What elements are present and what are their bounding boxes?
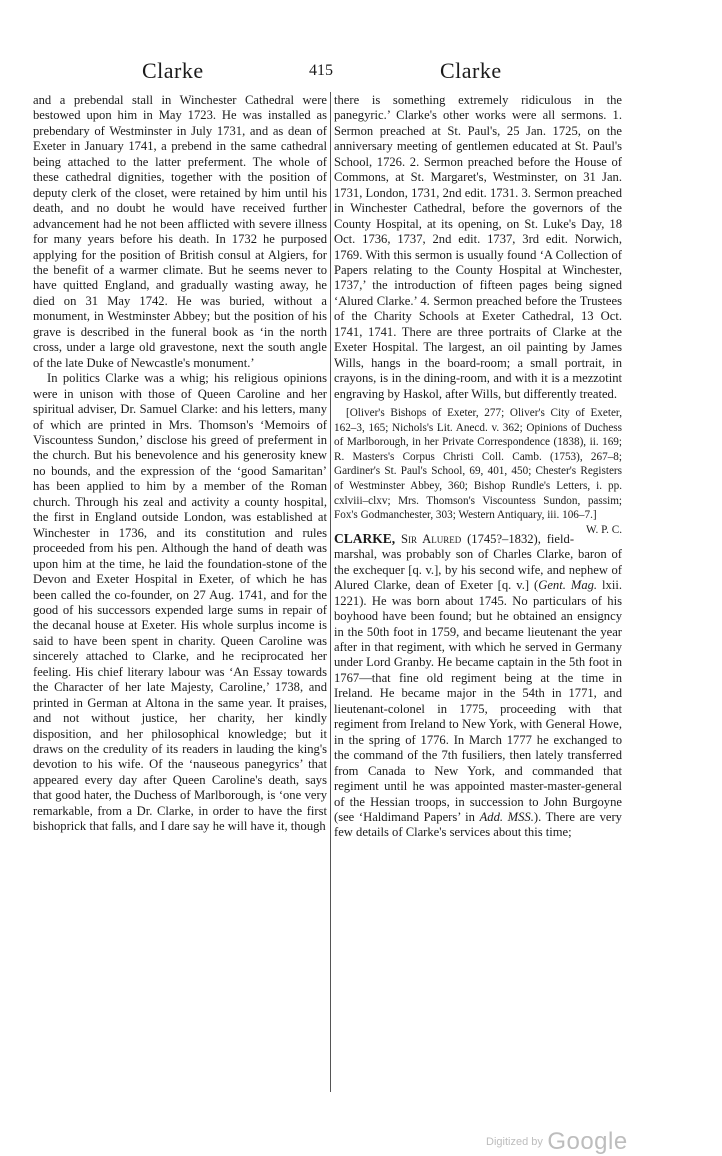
column-divider (330, 92, 331, 1092)
left-paragraph-1: and a prebendal stall in Winchester Cathedral were bestowed upon him in May 1723. He was installed as prebendary of Westminster in July 1731, and as dean of Exeter in January 1741, a prebend in the same cathedral being attached to the latter preferment. The whole of these cathedral dignities, together with the position of deputy clerk of the closet, were retained by him until his death, and no doubt he would have received further advancement had he not been afflicted with severe illness for many years before his death. In 1732 he purposed applying for the position of British consul at Algiers, for the benefit of a warmer climate. But he seems never to have quitted England, and gradually wasting away, he died on 31 May 1742. He was buried, without a monument, in Westminster Abbey; but the position of his grave is described in the funeral book as ‘in the north cross, under a large old gravestone, next the south angle of the late Duke of Newcastle's monument.’ (33, 93, 327, 370)
right-column (334, 93, 622, 841)
running-head-right: Clarke (440, 58, 502, 83)
page-number: 415 (309, 62, 333, 79)
digitized-label: Digitized by (486, 1136, 543, 1148)
google-logo: Google (547, 1128, 628, 1155)
entry-citation: Gent. Mag. (538, 578, 598, 593)
entry-title: Sir Alured (400, 531, 462, 546)
running-head-left: Clarke (142, 58, 204, 83)
running-header (60, 58, 652, 88)
left-paragraph-2: In politics Clarke was a whig; his religious opinions were in unison with those of Queen Caroline and her spiritual adviser, Dr. Samuel Clarke: and his letters, many of which are printed in Mrs. Thomson's ‘Memoirs of Viscountess Sundon,’ disclose his greed of preferment in the church. But his benevolence and his generosity knew no bounds, and the expression of the ‘good Samaritan’ has been applied to him by a member of the Roman church. Through his zeal and activity a county hospital, the first in England outside London, was established at Winchester in 1736, and its constitution and rules proceeded from his pen. Although the hand of death was upon him at the time, he laid the foundation-stone of the Devon and Exeter Hospital in Exeter, of which he has been called the co-founder, on 27 Aug. 1741, and for the good of his successors expended large sums in repair of the decanal house at Exeter. His whole surplus income is said to have been spent in charity. Queen Caroline was sincerely attached to Clarke, and he reciprocated her feeling. His chief literary labour was ‘An Essay towards the Character of her late Majesty, Caroline,’ 1738, and printed in German at Altona in the same year. It praises, and not without justice, her charity, her kindly disposition, and her philosophical knowledge; but it draws on the credulity of its readers in lauding the king's devotion to his wife. Of the ‘nauseous panegyrics’ that appeared every day after Queen Caroline's death, says that good hater, the Duchess of Marlborough, is ‘one very remarkable, from a Dr. Clarke, in order to have the first bishoprick that falls, and I dare say he will have it, though (33, 371, 327, 834)
references-text: [Oliver's Bishops of Exeter, 277; Oliver's City of Exeter, 162–3, 165; Nichols's Lit. Anecd. v. 362; Opinions of Duchess of Marlborough, in her Private Correspondence (1838), ii. 169; R. Masters's Corpus Christi Coll. Camb. (1753), 267–8; Gardiner's St. Paul's School, 69, 401, 450; Chester's Registers of Westminster Abbey, 360; Bishop Rundle's Letters, i. pp. cxlviii–clxv; Mrs. Thomson's Viscountess Sundon, passim; Fox's Godmanchester, 303; Western Antiquary, iii. 106–7.] (334, 407, 622, 522)
entry-dates: (1745?–1832), (467, 531, 541, 546)
entry-text-1: field-marshal, was probably son of Charles Clarke, baron of the exchequer [q. v.], by his second wife, and nephew of Alured Clarke, dean of Exeter [q. v.] ( (334, 531, 622, 593)
entry-text-2: lxii. 1221). He was born about 1745. No particulars of his boyhood have been found; but he obtained an ensigncy in the 50th foot in 1759, and became lieutenant the year after in that regiment, with which he served in Germany under Lord Granby. He became captain in the 5th foot in 1767—that fine old regiment being at the time in Ireland. He became major in the 54th in 1771, and lieutenant-colonel in 1775, proceeding with that regiment from Ireland to New York, with General Howe, in the spring of 1776. In March 1777 he exchanged to the command of the 7th fusiliers, then lately transferred from Canada to New York, and commanded that regiment until he was appointed master-master-general of the Hessian troops, in succession to John Burgoyne (see ‘Haldimand Papers’ in (334, 578, 623, 824)
left-column (33, 93, 327, 835)
entry-clarke-sir-alured (334, 531, 622, 841)
entry-text-3: ). There are very few details of Clarke's services about this time; (334, 809, 622, 840)
author-signature: W. P. C. (586, 523, 622, 536)
right-paragraph-1: there is something extremely ridiculous in the panegyric.’ Clarke's other works were all sermons. 1. Sermon preached at St. Paul's, 25 Jan. 1725, on the anniversary meeting of gentlemen educated at St. Paul's School, 1726. 2. Sermon preached before the House of Commons, at St. Margaret's, Westminster, on 31 Jan. 1731, London, 1731, 2nd edit. 1731. 3. Sermon preached in Winchester Cathedral, before the governors of the County Hospital, at its opening, on St. Luke's Day, 18 Oct. 1736, 1737, 2nd edit. 1737, 3rd edit. Norwich, 1769. With this sermon is usually found ‘A Collection of Papers relating to the County Hospital at Winchester, 1737,’ the introduction of fifteen pages being signed ‘Alured Clarke.’ 4. Sermon preached before the Trustees of the Charity Schools at Exeter Cathedral, 13 Oct. 1741, 1741. There are three portraits of Clarke at the Exeter Hospital. The largest, an oil painting by James Wills, hangs in the board-room; a small portrait, in crayons, is in the dining-room, and with it is a mezzotint engraving by Haskol, after Wills, but differently treated. (334, 93, 622, 401)
digitized-watermark (486, 1128, 628, 1156)
references-block (334, 406, 622, 536)
entry-citation-2: Add. MSS. (479, 809, 534, 824)
entry-headword: CLARKE, (334, 530, 396, 546)
